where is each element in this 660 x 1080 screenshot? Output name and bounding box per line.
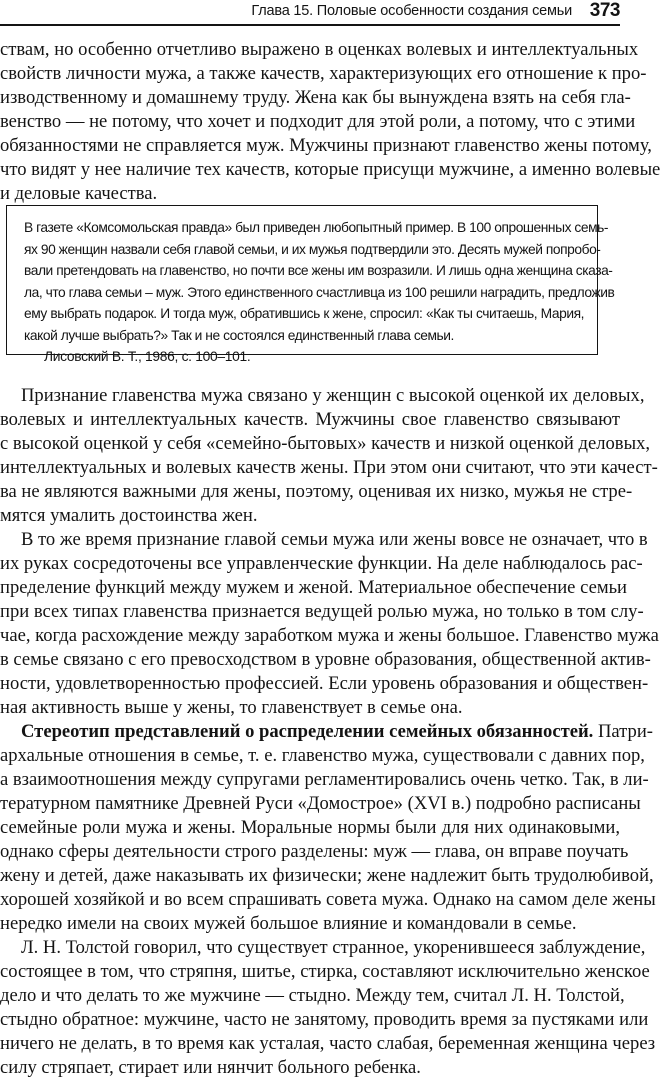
- text-line: при всех типах главенства признается ведущей ролью мужа, но только в том слу-: [0, 601, 644, 622]
- text-line: свойств личности мужа, а также качеств, характеризующих его отношение к про-: [0, 63, 647, 84]
- text-line: чае, когда расхождение между заработком мужа и жены большое. Главенство мужа: [0, 625, 659, 646]
- paragraph-4: [0, 720, 656, 936]
- paragraph-5: [0, 936, 656, 1080]
- heading-line-rest: Патри-: [593, 721, 653, 742]
- text-line: Л. Н. Толстой говорил, что существует странное, укоренившееся заблуждение,: [21, 937, 646, 958]
- text-line: пределение функций между мужем и женой. Материальное обеспечение семьи: [0, 577, 628, 598]
- paragraph-2: [0, 384, 658, 528]
- paragraph-3: [0, 528, 659, 720]
- box-line: ему выбрать подарок. И тогда муж, обратившись к жене, спросил: «Как ты считаешь, Мария,: [24, 306, 584, 321]
- text-line: В то же время признание главой семьи мужа или жены вовсе не означает, что в: [21, 529, 648, 550]
- text-line: их руках сосредоточены все управленческие функции. На деле наблюдалось рас-: [0, 553, 643, 574]
- text-line: ва не являются важными для жены, поэтому, оценивая их низко, мужья не стре-: [0, 481, 633, 502]
- text-line: мятся умалить достоинства жен.: [0, 505, 258, 526]
- text-line: и деловые качества.: [0, 183, 158, 204]
- text-line: интеллектуальных и волевых качеств жены. При этом они считают, что эти качест-: [0, 457, 658, 478]
- paragraph-1: [0, 38, 660, 206]
- text-line: ничего не делать, в то время как усталая, часто слабая, беременная женщина через: [0, 1033, 656, 1054]
- text-line: с высокой оценкой у себя «семейно-бытовых» качеств и низкой оценкой деловых,: [0, 433, 651, 454]
- box-line: вали претендовать на главенство, но почти все жены им возразили. И лишь одна женщина сказа-: [24, 263, 613, 278]
- box-source-citation: Лисовский В. Т., 1986, с. 100–101.: [44, 349, 251, 364]
- text-line: стыдно обратное: мужчине, часто не занятому, проводить время за пустяками или: [0, 1009, 649, 1030]
- text-line: венство — не потому, что хочет и подходит для этой роли, а потому, что с этими: [0, 111, 636, 132]
- text-line: изводственному и домашнему труду. Жена как бы вынуждена взять на себя гла-: [0, 87, 631, 108]
- running-header: [0, 0, 620, 26]
- box-line: В газете «Комсомольская правда» был приведен любопытный пример. В 100 опрошенных семь-: [24, 220, 608, 235]
- example-box: [6, 205, 615, 364]
- text-line: семейные роли мужа и жены. Моральные нормы были для них одинаковыми,: [0, 817, 620, 838]
- text-line: обязанностями не справляется муж. Мужчины признают главенство жены потому,: [0, 135, 652, 156]
- text-line: хорошей хозяйкой и во всем спрашивать совета мужа. Однако на самом деле жены: [0, 889, 656, 910]
- section-heading: Стереотип представлений о распределении семейных обязанностей.: [21, 721, 594, 742]
- text-line: однако сферы деятельности строго разделены: муж — глава, он вправе поучать: [0, 841, 629, 862]
- text-line: дело и что делать то же мужчине — стыдно. Между тем, считал Л. Н. Толстой,: [0, 985, 625, 1006]
- text-line: состоящее в том, что стряпня, шитье, стирка, составляют исключительно женское: [0, 961, 650, 982]
- text-line: жену и детей, даже наказывать их физически; жене надлежит быть трудолюбивой,: [0, 865, 654, 886]
- text-line: нередко имели на своих мужей большое влияние и командовали в семье.: [0, 913, 577, 934]
- text-line: [0, 720, 653, 744]
- text-line: в семье связано с его превосходством в уровне образования, общественной актив-: [0, 649, 651, 670]
- box-line: какой лучше выбрать?» Так и не состоялся единственный глава семьи.: [24, 327, 454, 343]
- text-line: что видят у нее наличие тех качеств, которые присущи мужчине, а именно волевые: [0, 159, 660, 180]
- text-line: Признание главенства мужа связано у женщин с высокой оценкой их деловых,: [21, 385, 645, 406]
- text-line: ности, удовлетворенностью профессией. Если уровень образования и обществен-: [0, 673, 649, 694]
- text-line: ная активность выше у жены, то главенствует в семье она.: [0, 697, 463, 718]
- box-line: ях 90 женщин назвали себя главой семьи, и их мужья подтвердили это. Десять мужей попробо-: [24, 241, 601, 257]
- text-line: силу стряпает, стирает или нянчит больного ребенка.: [0, 1057, 421, 1078]
- box-line: ла, что глава семьи – муж. Этого единственного счастливца из 100 решили наградить, предложив: [24, 284, 615, 300]
- page-number: 373: [589, 0, 620, 21]
- text-line: ствам, но особенно отчетливо выражено в оценках волевых и интеллектуальных: [0, 39, 639, 60]
- text-line: тературном памятнике Древней Руси «Домострое» (XVI в.) подробно расписаны: [0, 793, 641, 814]
- chapter-title: Глава 15. Половые особенности создания семьи: [251, 3, 572, 19]
- text-line: волевых и интеллектуальных качеств. Мужчины свое главенство связывают: [0, 409, 620, 430]
- text-line: архальные отношения в семье, т. е. главенство мужа, существовали с давних пор,: [0, 745, 645, 766]
- text-line: а взаимоотношения между супругами регламентировались очень четко. Так, в ли-: [0, 769, 649, 790]
